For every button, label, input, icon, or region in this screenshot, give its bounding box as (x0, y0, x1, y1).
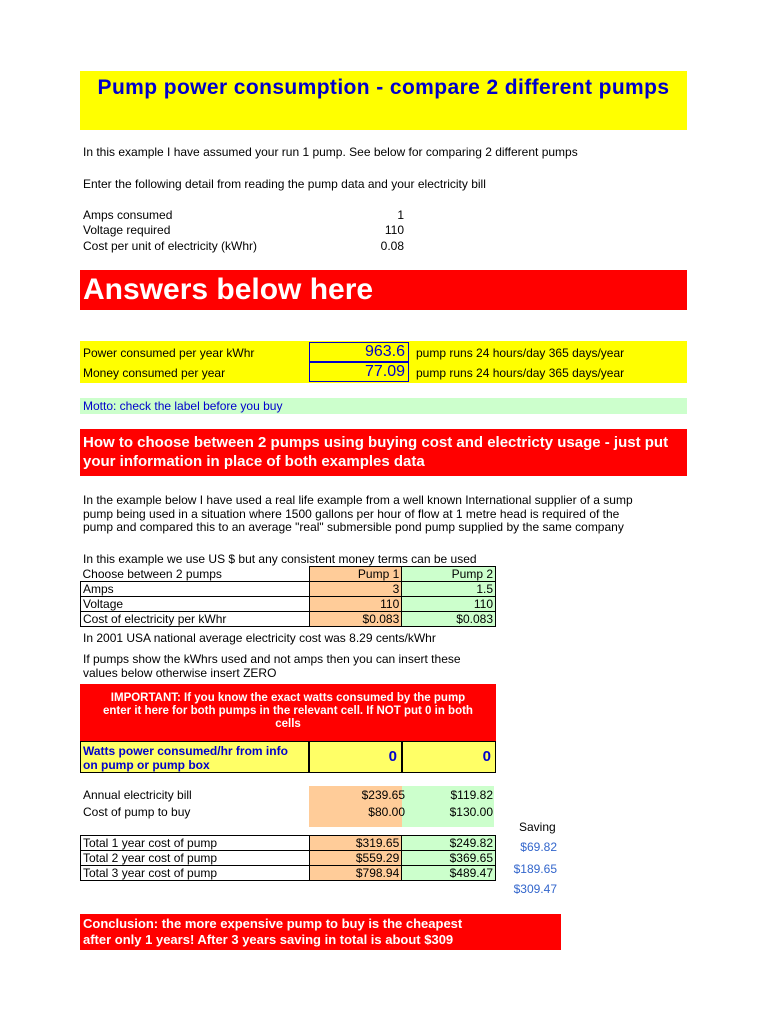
table-row (81, 612, 496, 627)
saving-2yr: $189.65 (513, 862, 557, 876)
input-label-cost: Cost per unit of electricity (kWhr) (83, 239, 258, 253)
answer-note-power: pump runs 24 hours/day 365 days/year (416, 346, 625, 360)
example-text-3: pump and compared this to an average "real" submersible pond pump supplied by the same company (83, 520, 624, 534)
howto-banner: How to choose between 2 pumps using buying cost and electricty usage - just put your information in place of both examples data (80, 429, 687, 476)
example-text-1: In the example below I have used a real life example from a well known International supplier of a sump (83, 493, 633, 507)
cost-label-annual: Annual electricity bill (83, 788, 192, 802)
input-value-cost[interactable]: 0.08 (380, 239, 404, 253)
saving-header: Saving (519, 820, 556, 834)
total-label-3yr: Total 3 year cost of pump (81, 866, 310, 881)
motto: Motto: check the label before you buy (80, 398, 687, 414)
input-label-voltage: Voltage required (83, 223, 171, 237)
compare-label-voltage: Voltage (81, 597, 310, 612)
cost-annual-pump1: $239.65 (361, 788, 405, 802)
answer-label-money: Money consumed per year (83, 366, 226, 380)
table-row (81, 866, 496, 881)
cost-buy-pump2[interactable]: $130.00 (449, 805, 493, 819)
watts-label (80, 741, 309, 773)
watts-pump1-input[interactable]: 0 (309, 741, 402, 773)
table-row (81, 597, 496, 612)
compare-label-cost: Cost of electricity per kWhr (81, 612, 310, 627)
compare-amps-pump2[interactable]: 1.5 (402, 582, 496, 597)
example-text-2: pump being used in a situation where 1500 gallons per hour of flow at 1 metre head is required of the (83, 507, 620, 521)
input-value-voltage[interactable]: 110 (384, 223, 404, 237)
watts-pump2-input[interactable]: 0 (402, 741, 496, 773)
compare-label-amps: Amps (81, 582, 310, 597)
compare-voltage-pump2[interactable]: 110 (402, 597, 496, 612)
total-label-1yr: Total 1 year cost of pump (81, 836, 310, 851)
conclusion-line-1: Conclusion: the more expensive pump to buy is the cheapest (83, 916, 463, 931)
compare-amps-pump1[interactable]: 3 (309, 582, 402, 597)
compare-voltage-pump1[interactable]: 110 (309, 597, 402, 612)
answer-value-power: 963.6 (309, 342, 409, 362)
cost-annual-pump2: $119.82 (450, 788, 493, 802)
conclusion-box (80, 914, 561, 950)
usa-note: In 2001 USA national average electricity cost was 8.29 cents/kWhr (83, 631, 436, 645)
totals-table (80, 835, 496, 881)
compare-table (80, 566, 496, 627)
total-1yr-pump2: $249.82 (402, 836, 496, 851)
cost-label-buy: Cost of pump to buy (83, 805, 191, 819)
page-title: Pump power consumption - compare 2 different pumps (80, 71, 687, 130)
input-value-amps[interactable]: 1 (397, 208, 404, 222)
saving-1yr: $69.82 (520, 840, 557, 854)
cost-buy-pump1[interactable]: $80.00 (368, 805, 405, 819)
answer-label-power: Power consumed per year kWhr (83, 346, 255, 360)
kwh-note-2: values below otherwise insert ZERO (83, 666, 277, 680)
answers-banner: Answers below here (80, 270, 687, 310)
total-1yr-pump1: $319.65 (309, 836, 402, 851)
important-notice (80, 684, 496, 741)
kwh-note-1: If pumps show the kWhrs used and not amps then you can insert these (83, 652, 461, 666)
total-3yr-pump1: $798.94 (309, 866, 402, 881)
table-row (81, 836, 496, 851)
intro-line-2: Enter the following detail from reading the pump data and your electricity bill (83, 177, 486, 191)
important-line-3: cells (275, 718, 301, 730)
watts-label-line-1: Watts power consumed/hr from info (83, 744, 288, 758)
watts-label-line-2: on pump or pump box (83, 758, 210, 772)
compare-header-row (81, 567, 496, 582)
intro-line-1: In this example I have assumed your run 1 pump. See below for comparing 2 different pumps (83, 145, 578, 159)
conclusion-line-2: after only 1 years! After 3 years saving in total is about $309 (83, 932, 454, 947)
table-row (81, 851, 496, 866)
answer-value-money: 77.09 (309, 362, 409, 382)
compare-header-pump2: Pump 2 (402, 567, 496, 582)
important-line-2: enter it here for both pumps in the relevant cell. If NOT put 0 in both (103, 705, 473, 717)
compare-cost-pump1[interactable]: $0.083 (309, 612, 402, 627)
important-line-1: IMPORTANT: If you know the exact watts consumed by the pump (110, 692, 466, 704)
compare-header-label: Choose between 2 pumps (82, 566, 222, 581)
answer-note-money: pump runs 24 hours/day 365 days/year (416, 366, 625, 380)
compare-cost-pump2[interactable]: $0.083 (402, 612, 496, 627)
total-2yr-pump2: $369.65 (402, 851, 496, 866)
watts-row (80, 741, 496, 773)
table-row (81, 582, 496, 597)
compare-header-pump1: Pump 1 (309, 567, 402, 582)
total-3yr-pump2: $489.47 (402, 866, 496, 881)
total-label-2yr: Total 2 year cost of pump (81, 851, 310, 866)
total-2yr-pump1: $559.29 (309, 851, 402, 866)
money-note: In this example we use US $ but any consistent money terms can be used (83, 552, 477, 566)
saving-3yr: $309.47 (513, 882, 557, 896)
input-label-amps: Amps consumed (83, 208, 173, 222)
